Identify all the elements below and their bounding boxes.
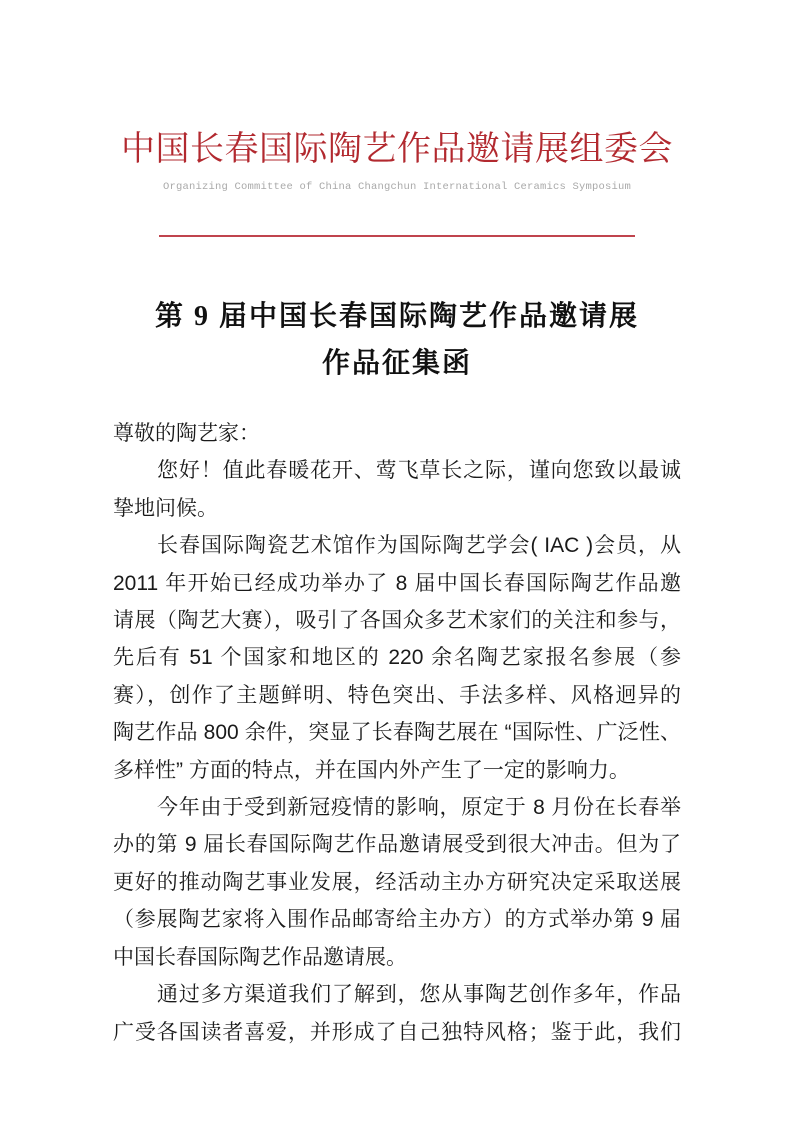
letterhead xyxy=(0,0,794,237)
text-line: 赛），创作了主题鲜明、特色突出、手法多样、风格迥异的 xyxy=(113,683,681,707)
doc-title xyxy=(0,293,794,387)
text-line: 2011 年开始已经成功举办了 8 届中国长春国际陶艺作品邀 xyxy=(113,571,681,595)
text-line: 今年由于受到新冠疫情的影响，原定于 8 月份在长春举 xyxy=(157,796,681,820)
doc-title-line-1: 第 9 届中国长春国际陶艺作品邀请展 xyxy=(154,301,639,332)
text-line: 广受各国读者喜爱，并形成了自己独特风格；鉴于此，我们 xyxy=(113,1020,681,1044)
text-line: 陶艺作品 800 余件，突显了长春陶艺展在 “国际性、广泛性、 xyxy=(113,721,681,745)
text-line: 长春国际陶瓷艺术馆作为国际陶艺学会( IAC )会员，从 xyxy=(157,534,681,558)
org-title-chinese: 中国长春国际陶艺作品邀请展组委会 xyxy=(121,131,673,168)
text-line: 请展（陶艺大赛），吸引了各国众多艺术家们的关注和参与， xyxy=(113,609,681,633)
letter-body xyxy=(113,415,681,1051)
text-line: 您好！值此春暖花开、莺飞草长之际，谨向您致以最诚 xyxy=(157,459,681,483)
org-title-english: Organizing Committee of China Changchun International Ceramics Symposium xyxy=(162,181,632,193)
text-line: 先后有 51 个国家和地区的 220 余名陶艺家报名参展（参 xyxy=(113,646,681,670)
text-line: 更好的推动陶艺事业发展，经活动主办方研究决定采取送展 xyxy=(113,870,681,894)
text-line: 中国长春国际陶艺作品邀请展。 xyxy=(113,945,407,969)
doc-title-line-2: 作品征集函 xyxy=(321,348,472,379)
text-line: 尊敬的陶艺家： xyxy=(113,422,260,445)
text-line: （参展陶艺家将入围作品邮寄给主办方）的方式举办第 9 届 xyxy=(113,908,681,932)
text-line: 通过多方渠道我们了解到，您从事陶艺创作多年，作品 xyxy=(157,983,681,1007)
text-line: 挚地问候。 xyxy=(113,496,218,520)
text-line: 办的第 9 届长春国际陶艺作品邀请展受到很大冲击。但为了 xyxy=(113,833,681,857)
letterhead-divider xyxy=(159,235,635,237)
text-line: 多样性” 方面的特点，并在国内外产生了一定的影响力。 xyxy=(113,758,630,782)
